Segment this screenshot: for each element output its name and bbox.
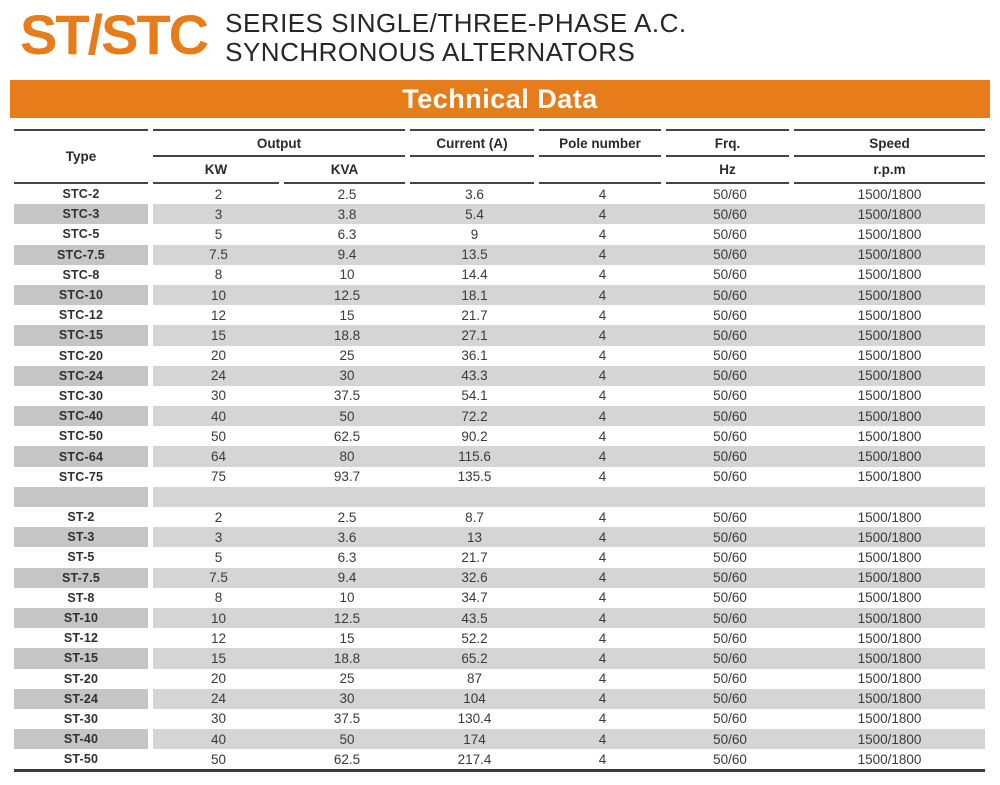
- kw-cell: [153, 487, 284, 507]
- type-cell: ST-2: [67, 510, 95, 525]
- pole-cell: 4: [598, 590, 607, 606]
- kva-cell: 18.8: [333, 650, 361, 666]
- header-frq-group: [666, 129, 789, 184]
- frq-cell: 50/60: [713, 348, 747, 364]
- frq-cell: 50/60: [713, 630, 747, 646]
- table-row: [14, 547, 985, 567]
- row-values: [153, 588, 985, 608]
- header-type: Type: [14, 129, 148, 184]
- current-cell: 174: [463, 731, 486, 747]
- pole-cell: 4: [598, 570, 607, 586]
- pole-cell: 4: [598, 287, 607, 303]
- row-values: [153, 648, 985, 668]
- frq-cell: 50/60: [713, 509, 747, 525]
- table-row: [14, 386, 985, 406]
- speed-cell: 1500/1800: [857, 610, 922, 626]
- page-header: [0, 0, 1000, 74]
- type-cell: STC-30: [58, 388, 104, 403]
- type-cell: ST-30: [63, 711, 99, 726]
- current-cell: [410, 487, 539, 507]
- pole-cell: 4: [598, 610, 607, 626]
- row-values: [153, 305, 985, 325]
- header-speed-group: [794, 129, 985, 184]
- speed-cell: 1500/1800: [857, 388, 922, 404]
- speed-cell: 1500/1800: [857, 267, 922, 283]
- kva-cell: 6.3: [337, 226, 357, 242]
- header-hz: Hz: [666, 157, 789, 184]
- speed-cell: 1500/1800: [857, 509, 922, 525]
- type-cell: STC-5: [62, 227, 100, 242]
- kva-cell: 80: [339, 449, 355, 465]
- pole-cell: 4: [598, 247, 607, 263]
- kw-cell: 64: [210, 449, 227, 465]
- type-cell: ST-8: [67, 590, 95, 605]
- type-cell: ST-24: [14, 689, 148, 709]
- title-line-1: SERIES SINGLE/THREE-PHASE A.C.: [225, 8, 687, 38]
- type-cell: ST-50: [63, 752, 99, 767]
- kw-cell: 8: [214, 590, 223, 606]
- pole-cell: 4: [598, 267, 607, 283]
- kw-cell: 30: [210, 388, 227, 404]
- row-values: [153, 487, 985, 507]
- kw-cell: 20: [210, 671, 227, 687]
- header-kva: KVA: [284, 157, 405, 184]
- kva-cell: 25: [339, 671, 355, 687]
- frq-cell: 50/60: [713, 671, 747, 687]
- kw-cell: 40: [210, 408, 227, 424]
- kva-cell: 2.5: [337, 509, 357, 525]
- kw-cell: 50: [210, 751, 227, 767]
- type-cell: STC-64: [14, 446, 148, 466]
- speed-cell: 1500/1800: [857, 549, 922, 565]
- pole-cell: 4: [598, 691, 607, 707]
- kw-cell: 10: [210, 610, 227, 626]
- row-values: [153, 265, 985, 285]
- kva-cell: 9.4: [337, 247, 357, 263]
- row-values: [153, 527, 985, 547]
- table-row: [14, 749, 985, 769]
- current-cell: 8.7: [465, 509, 484, 525]
- header-frq: Frq.: [666, 131, 789, 157]
- table-row: [14, 689, 985, 709]
- speed-cell: 1500/1800: [857, 348, 922, 364]
- speed-cell: 1500/1800: [857, 449, 922, 465]
- table-row: [14, 446, 985, 466]
- section-banner: [10, 80, 990, 118]
- kw-cell: 2: [214, 186, 223, 202]
- current-cell: 36.1: [461, 348, 488, 364]
- header-output-group: [153, 129, 405, 184]
- table-row: [14, 325, 985, 345]
- kw-cell: 30: [210, 711, 227, 727]
- kw-cell: 7.5: [209, 570, 228, 586]
- current-cell: 18.1: [461, 287, 488, 303]
- current-cell: 135.5: [457, 469, 492, 485]
- kw-cell: 75: [210, 469, 227, 485]
- type-cell: STC-24: [14, 366, 148, 386]
- speed-cell: 1500/1800: [857, 671, 922, 687]
- row-values: [153, 325, 985, 345]
- header-output: Output: [153, 131, 405, 157]
- header-pole: Pole number: [539, 131, 661, 157]
- kw-cell: 12: [210, 307, 227, 323]
- pole-cell: 4: [598, 731, 607, 747]
- kva-cell: [284, 487, 410, 507]
- table-row: [14, 527, 985, 547]
- row-values: [153, 406, 985, 426]
- table-row: [14, 608, 985, 628]
- speed-cell: 1500/1800: [857, 570, 922, 586]
- type-cell: ST-20: [63, 671, 99, 686]
- current-cell: 32.6: [461, 570, 488, 586]
- frq-cell: 50/60: [713, 590, 747, 606]
- kw-cell: 20: [210, 348, 227, 364]
- current-cell: 27.1: [461, 327, 488, 343]
- frq-cell: 50/60: [713, 529, 747, 545]
- row-values: [153, 245, 985, 265]
- current-cell: 14.4: [461, 267, 488, 283]
- pole-cell: 4: [598, 650, 607, 666]
- table-header: [14, 129, 985, 184]
- speed-cell: 1500/1800: [857, 691, 922, 707]
- type-cell: STC-75: [58, 469, 104, 484]
- type-cell: STC-10: [14, 285, 148, 305]
- table-row: [14, 648, 985, 668]
- speed-cell: 1500/1800: [857, 307, 922, 323]
- header-current: Current (A): [410, 131, 534, 157]
- table-row: [14, 224, 985, 244]
- type-cell: ST-7.5: [14, 568, 148, 588]
- table-row: [14, 628, 985, 648]
- type-cell: STC-2: [62, 187, 100, 202]
- kw-cell: 3: [214, 529, 223, 545]
- speed-cell: 1500/1800: [857, 287, 922, 303]
- type-cell: STC-50: [58, 429, 104, 444]
- frq-cell: 50/60: [713, 469, 747, 485]
- table-row: [14, 346, 985, 366]
- table-row: [14, 204, 985, 224]
- current-cell: 5.4: [465, 206, 484, 222]
- kw-cell: 5: [214, 549, 223, 565]
- row-values: [153, 467, 985, 487]
- frq-cell: 50/60: [713, 287, 747, 303]
- type-cell: STC-12: [58, 308, 104, 323]
- current-cell: 217.4: [457, 751, 492, 767]
- kva-cell: 30: [339, 368, 355, 384]
- kw-cell: 5: [214, 226, 223, 242]
- kw-cell: 2: [214, 509, 223, 525]
- table-row: [14, 729, 985, 749]
- type-cell: STC-3: [14, 204, 148, 224]
- pole-cell: 4: [598, 206, 607, 222]
- technical-data-table: [14, 129, 985, 772]
- table-row: [14, 366, 985, 386]
- pole-cell: 4: [598, 671, 607, 687]
- speed-cell: 1500/1800: [857, 469, 922, 485]
- header-kw: KW: [153, 157, 279, 184]
- type-cell: STC-7.5: [14, 245, 148, 265]
- speed-cell: [794, 487, 985, 507]
- kva-cell: 18.8: [333, 327, 361, 343]
- table-row: [14, 245, 985, 265]
- row-values: [153, 628, 985, 648]
- pole-cell: 4: [598, 549, 607, 565]
- pole-cell: 4: [598, 368, 607, 384]
- current-cell: 54.1: [461, 388, 488, 404]
- header-output-subrow: [153, 157, 405, 184]
- kva-cell: 50: [339, 408, 355, 424]
- row-values: [153, 749, 985, 769]
- speed-cell: 1500/1800: [857, 368, 922, 384]
- table-row: [14, 305, 985, 325]
- kw-cell: 12: [210, 630, 227, 646]
- kva-cell: 15: [339, 630, 355, 646]
- type-cell: STC-8: [62, 267, 100, 282]
- type-cell: ST-5: [67, 550, 95, 565]
- kva-cell: 93.7: [333, 469, 361, 485]
- speed-cell: 1500/1800: [857, 327, 922, 343]
- kva-cell: 37.5: [333, 711, 361, 727]
- frq-cell: 50/60: [713, 711, 747, 727]
- kw-cell: 40: [210, 731, 227, 747]
- kw-cell: 7.5: [209, 247, 228, 263]
- speed-cell: 1500/1800: [857, 751, 922, 767]
- kw-cell: 24: [210, 368, 227, 384]
- frq-cell: 50/60: [713, 368, 747, 384]
- separator-row: [14, 487, 985, 507]
- kva-cell: 6.3: [337, 549, 357, 565]
- table-row: [14, 184, 985, 204]
- frq-cell: 50/60: [713, 226, 747, 242]
- frq-cell: 50/60: [713, 650, 747, 666]
- pole-cell: 4: [598, 509, 607, 525]
- pole-cell: 4: [598, 449, 607, 465]
- speed-cell: 1500/1800: [857, 226, 922, 242]
- current-cell: 115.6: [458, 449, 491, 465]
- row-values: [153, 224, 985, 244]
- pole-cell: 4: [598, 711, 607, 727]
- current-cell: 72.2: [461, 408, 488, 424]
- current-cell: 21.7: [461, 549, 488, 565]
- frq-cell: 50/60: [713, 327, 747, 343]
- frq-cell: 50/60: [713, 408, 747, 424]
- table-row: [14, 406, 985, 426]
- header-pole-sub: [539, 157, 661, 184]
- type-cell: ST-10: [14, 608, 148, 628]
- pole-cell: 4: [598, 630, 607, 646]
- row-values: [153, 729, 985, 749]
- kva-cell: 30: [339, 691, 355, 707]
- speed-cell: 1500/1800: [857, 711, 922, 727]
- kva-cell: 62.5: [333, 428, 361, 444]
- speed-cell: 1500/1800: [857, 630, 922, 646]
- kva-cell: 62.5: [333, 751, 361, 767]
- header-pole-group: [539, 129, 661, 184]
- current-cell: 43.5: [461, 610, 488, 626]
- type-cell: STC-40: [14, 406, 148, 426]
- table-row: [14, 709, 985, 729]
- current-cell: 130.4: [457, 711, 492, 727]
- speed-cell: 1500/1800: [857, 247, 922, 263]
- kva-cell: 3.6: [337, 529, 357, 545]
- kva-cell: 15: [339, 307, 355, 323]
- row-values: [153, 346, 985, 366]
- frq-cell: 50/60: [713, 731, 747, 747]
- table-row: [14, 467, 985, 487]
- pole-cell: 4: [598, 348, 607, 364]
- type-cell: ST-3: [14, 527, 148, 547]
- speed-cell: 1500/1800: [857, 186, 922, 202]
- speed-cell: 1500/1800: [857, 529, 922, 545]
- table-body: [14, 184, 985, 772]
- speed-cell: 1500/1800: [857, 206, 922, 222]
- pole-cell: 4: [598, 428, 607, 444]
- kw-cell: 3: [214, 206, 223, 222]
- current-cell: 13: [466, 529, 483, 545]
- current-cell: 104: [463, 691, 486, 707]
- type-cell: ST-40: [14, 729, 148, 749]
- table-row: [14, 588, 985, 608]
- pole-cell: 4: [598, 751, 607, 767]
- pole-cell: [539, 487, 666, 507]
- table-row: [14, 669, 985, 689]
- frq-cell: 50/60: [713, 307, 747, 323]
- pole-cell: 4: [598, 529, 607, 545]
- row-values: [153, 366, 985, 386]
- type-cell: STC-15: [14, 325, 148, 345]
- row-values: [153, 184, 985, 204]
- kva-cell: 12.5: [333, 287, 361, 303]
- kw-cell: 10: [210, 287, 227, 303]
- kva-cell: 10: [339, 267, 355, 283]
- type-cell: ST-12: [63, 631, 99, 646]
- row-values: [153, 204, 985, 224]
- kva-cell: 37.5: [333, 388, 361, 404]
- speed-cell: 1500/1800: [857, 408, 922, 424]
- row-values: [153, 547, 985, 567]
- current-cell: 21.7: [461, 307, 488, 323]
- row-values: [153, 669, 985, 689]
- table-row: [14, 507, 985, 527]
- frq-cell: 50/60: [713, 610, 747, 626]
- row-values: [153, 608, 985, 628]
- frq-cell: 50/60: [713, 206, 747, 222]
- header-current-group: [410, 129, 534, 184]
- brand-logo: ST/STC: [20, 3, 208, 66]
- frq-cell: 50/60: [713, 267, 747, 283]
- pole-cell: 4: [598, 327, 607, 343]
- header-rpm: r.p.m: [794, 157, 985, 184]
- current-cell: 3.6: [465, 186, 484, 202]
- speed-cell: 1500/1800: [857, 428, 922, 444]
- frq-cell: 50/60: [713, 186, 747, 202]
- type-cell: ST-15: [14, 648, 148, 668]
- kva-cell: 12.5: [333, 610, 361, 626]
- title-line-2: SYNCHRONOUS ALTERNATORS: [225, 37, 636, 67]
- kva-cell: 50: [339, 731, 355, 747]
- frq-cell: 50/60: [713, 570, 747, 586]
- section-banner-label: Technical Data: [402, 83, 598, 114]
- kva-cell: 9.4: [337, 570, 357, 586]
- kva-cell: 10: [339, 590, 355, 606]
- speed-cell: 1500/1800: [857, 650, 922, 666]
- pole-cell: 4: [598, 186, 607, 202]
- table-row: [14, 265, 985, 285]
- frq-cell: 50/60: [713, 428, 747, 444]
- row-values: [153, 709, 985, 729]
- pole-cell: 4: [598, 388, 607, 404]
- page-title: [225, 4, 686, 67]
- header-current-sub: [410, 157, 534, 184]
- current-cell: 65.2: [461, 650, 488, 666]
- header-speed: Speed: [794, 131, 985, 157]
- frq-cell: [666, 487, 794, 507]
- current-cell: 90.2: [461, 428, 488, 444]
- table-row: [14, 285, 985, 305]
- kw-cell: 50: [210, 428, 227, 444]
- pole-cell: 4: [598, 226, 607, 242]
- row-values: [153, 689, 985, 709]
- frq-cell: 50/60: [713, 449, 747, 465]
- kva-cell: 25: [339, 348, 355, 364]
- current-cell: 87: [466, 671, 483, 687]
- pole-cell: 4: [598, 408, 607, 424]
- frq-cell: 50/60: [713, 691, 747, 707]
- type-cell: [14, 487, 148, 507]
- kw-cell: 15: [210, 650, 227, 666]
- frq-cell: 50/60: [713, 549, 747, 565]
- table-row: [14, 568, 985, 588]
- row-values: [153, 507, 985, 527]
- kva-cell: 2.5: [337, 186, 357, 202]
- kw-cell: 15: [210, 327, 227, 343]
- kw-cell: 24: [210, 691, 227, 707]
- row-values: [153, 568, 985, 588]
- row-values: [153, 426, 985, 446]
- speed-cell: 1500/1800: [857, 731, 922, 747]
- table-row: [14, 426, 985, 446]
- current-cell: 34.7: [461, 590, 488, 606]
- speed-cell: 1500/1800: [857, 590, 922, 606]
- kw-cell: 8: [214, 267, 223, 283]
- type-cell: STC-20: [58, 348, 104, 363]
- kva-cell: 3.8: [337, 206, 357, 222]
- row-values: [153, 386, 985, 406]
- frq-cell: 50/60: [713, 388, 747, 404]
- frq-cell: 50/60: [713, 247, 747, 263]
- frq-cell: 50/60: [713, 751, 747, 767]
- pole-cell: 4: [598, 307, 607, 323]
- current-cell: 52.2: [461, 630, 488, 646]
- row-values: [153, 446, 985, 466]
- current-cell: 13.5: [461, 247, 488, 263]
- current-cell: 9: [470, 226, 479, 242]
- row-values: [153, 285, 985, 305]
- pole-cell: 4: [598, 469, 607, 485]
- current-cell: 43.3: [461, 368, 488, 384]
